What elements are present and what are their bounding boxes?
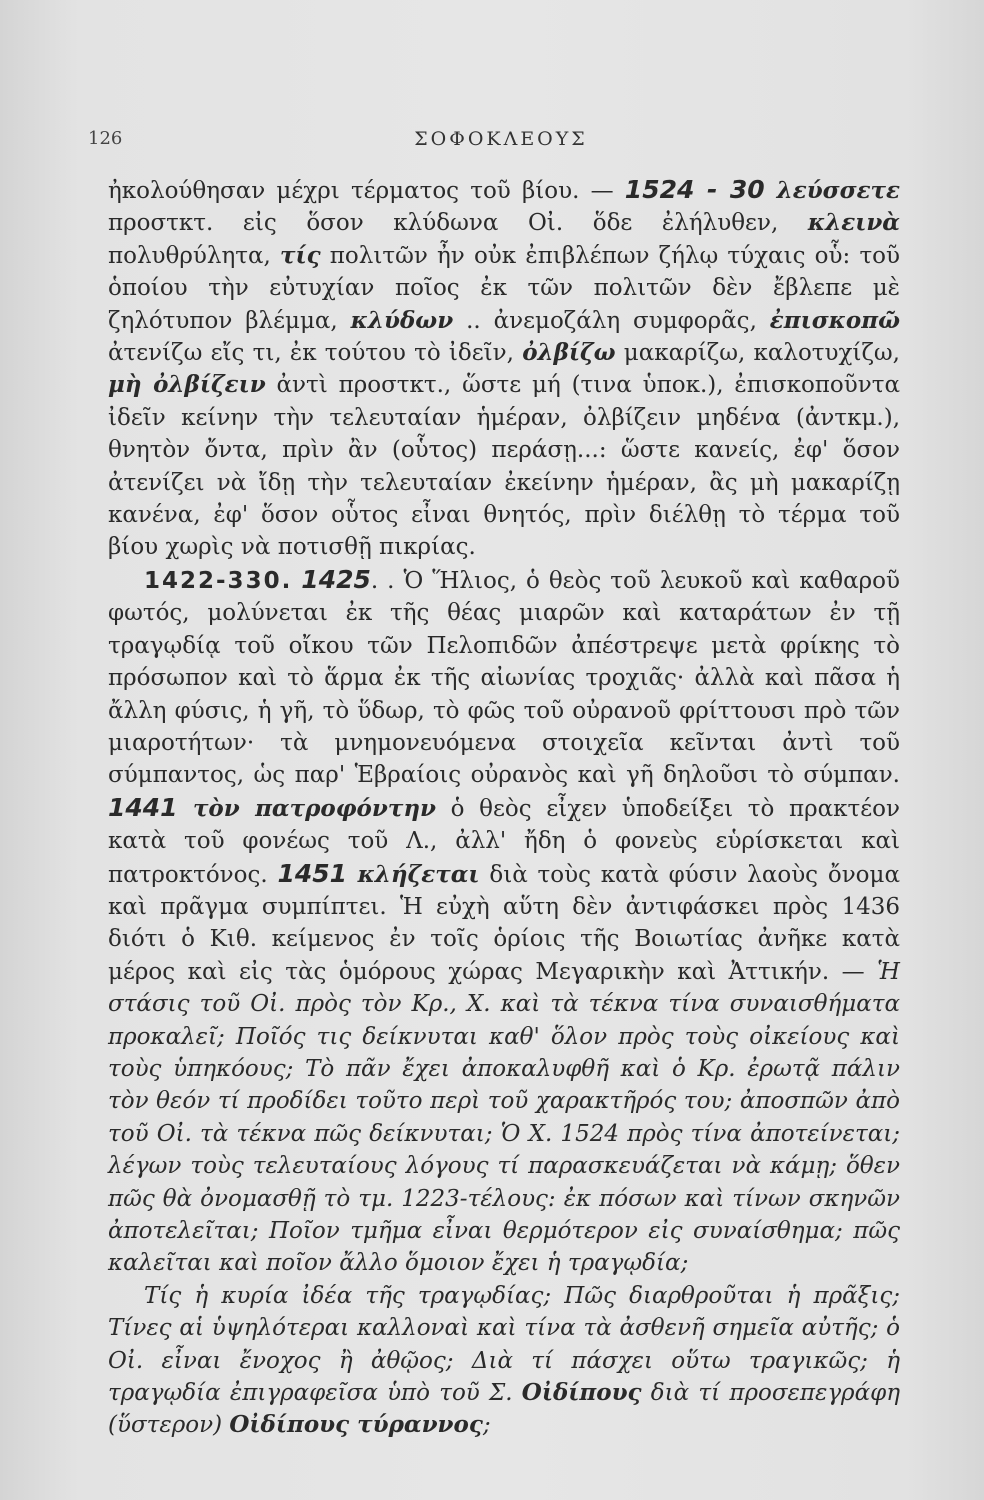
title-reference: Οἰδίπους xyxy=(521,1379,642,1407)
question-text: Τίς ἡ κυρία ἰδέα τῆς τραγῳδίας; Πῶς διαρθροῦται ἡ πρᾶξις; Τίνες αἱ ὑψηλότεραι καλλοναὶ καὶ τίνα τὰ ἀσθενῆ σημεῖα αὐτῆς; ὁ Οἰ. εἶναι ἔνοχος ἢ ἀθῷος; Διὰ τί πάσχει οὕτω τραγικῶς; ἡ τραγῳδία ἐπιγραφεῖσα ὑπὸ τοῦ Σ. xyxy=(108,1282,900,1407)
paragraph-3 xyxy=(108,1280,900,1442)
paragraph-1 xyxy=(108,174,900,564)
running-title: ΣΟΦΟΚΛΕΟΥΣ xyxy=(414,128,588,150)
text-run: μακαρίζω, καλοτυχίζω, xyxy=(615,340,900,367)
lemma: μὴ ὀλβίζειν xyxy=(108,371,266,399)
page-number: 126 xyxy=(88,128,123,149)
question-text: Ἡ στάσις τοῦ Οἰ. πρὸς τὸν Κρ., Χ. καὶ τὰ τέκνα τίνα συναισθήματα προκαλεῖ; Ποῖός τις δείκνυται καθ' ὅλον πρὸς τοὺς οἰκείους καὶ τοὺς ὑπηκόους; Τὸ πᾶν ἔχει ἀποκαλυφθῆ καὶ ὁ Κρ. ἐρωτᾷ πάλιν τὸν θεόν τί προδίδει τοῦτο περὶ τοῦ χαρακτῆρός του; ἀποσπῶν ἀπὸ τοῦ Οἰ. τὰ τέκνα πῶς δείκνυται; Ὁ Χ. 1524 πρὸς τίνα ἀποτείνεται; λέγων τοὺς τελευταίους λόγους τί παρασκευάζεται νὰ κάμῃ; ὅθεν πῶς θὰ ὀνομασθῇ τὸ τμ. 1223-τέλους: ἐκ πόσων καὶ τίνων σκηνῶν ἀποτελεῖται; Ποῖον τμῆμα εἶναι θερμότερον εἰς συναίσθημα; πῶς καλεῖται καὶ ποῖον ἄλλο ὅμοιον ἔχει ἡ τραγῳδία; xyxy=(108,958,900,1277)
verse-reference: 1524 - 30 xyxy=(624,175,765,204)
text-run: ἀτενίζω εἴς τι, ἐκ τούτου τὸ ἰδεῖν, xyxy=(108,340,523,367)
lemma: κλύδων xyxy=(350,306,454,334)
text-run: διὰ τοὺς κατὰ φύσιν λαοὺς ὄνομα καὶ πρᾶγμα συμπίπτει. Ἡ εὐχὴ αὕτη δὲν ἀντιφάσκει πρὸς 1436 διότι ὁ Κιθ. κείμενος ἐν τοῖς ὁρίοις τῆς Βοιωτίας ἀνῆκε κατὰ μέρος καὶ εἰς τὰς ὁμόρους χώρας Μεγαρικὴν καὶ Ἀττικήν. — xyxy=(108,861,901,985)
text-run: πολιτῶν ἦν οὐκ ἐπιβλέπων ζήλῳ τύχαις οὗ: τοῦ ὁποίου τὴν εὐτυχίαν ποῖος ἐκ τῶν πολιτῶν δὲν ἔβλεπε μὲ ζηλότυπον βλέμμα, xyxy=(108,242,900,334)
page-header xyxy=(88,128,914,156)
text-run: ἀντὶ προστκτ., ὥστε μή (τινα ὑποκ.), ἐπισκοποῦντα ἰδεῖν κείνην τὴν τελευταίαν ἡμέραν, ὀλβίζειν μηδένα (ἀντκμ.), θνητὸν ὄντα, πρὶν ἂν (οὗτος) περάσῃ...: ὥστε κανείς, ἐφ' ὅσον ἀτενίζει νὰ ἴδῃ τὴν τελευταίαν ἐκείνην ἡμέραν, ἂς μὴ μακαρίζῃ κανένα, ἐφ' ὅσον οὗτος εἶναι θνητός, πρὶν διέλθῃ τὸ τέρμα τοῦ βίου χωρὶς νὰ ποτισθῇ πικρίας. xyxy=(108,372,900,561)
lemma: κλεινὰ xyxy=(807,209,900,237)
verse-reference: 1422-330. xyxy=(144,567,293,594)
question-text: ; xyxy=(482,1412,491,1439)
verse-reference: 1441 xyxy=(108,792,178,822)
lemma: ἐπισκοπῶ xyxy=(769,306,900,334)
text-run: . . Ὁ Ἥλιος, ὁ θεὸς τοῦ λευκοῦ καὶ καθαροῦ φωτός, μολύνεται ἐκ τῆς θέας μιαρῶν καὶ καταράτων ἐν τῇ τραγῳδίᾳ τοῦ οἴκου τῶν Πελοπιδῶν ἀπέστρεψε μετὰ φρίκης τὸ πρόσωπον καὶ τὸ ἅρμα ἐκ τῆς αἰωνίας τροχιᾶς· ἀλλὰ καὶ πᾶσα ἡ ἄλλη φύσις, ἡ γῆ, τὸ ὕδωρ, τὸ φῶς τοῦ οὐρανοῦ φρίττουσι πρὸ τῶν μιαροτήτων· τὰ μνημονευόμενα στοιχεῖα κεῖνται ἀντὶ τοῦ σύμπαντος, ὡς παρ' Ἑβραίοις οὐρανὸς καὶ γῆ δηλοῦσι τὸ σύμπαν. xyxy=(108,567,901,789)
text-run: προστκτ. εἰς ὅσον κλύδωνα Οἰ. ὅδε ἐλήλυθεν, xyxy=(108,210,808,237)
text-run: πολυθρύλητα, xyxy=(108,242,280,269)
lemma: τίς xyxy=(280,241,321,269)
text-run: ὁ θεὸς εἶχεν ὑποδείξει τὸ πρακτέον κατὰ τοῦ φονέως τοῦ Λ., ἀλλ' ἤδη ὁ φονεὺς εὑρίσκεται καὶ πατροκτόνος. xyxy=(108,795,900,888)
lemma: κλήζεται xyxy=(347,860,480,888)
verse-reference: 1425 xyxy=(301,564,371,594)
question-text: διὰ τί προσεπεγράφη (ὕστερον) xyxy=(108,1380,900,1439)
lemma: ὀλβίζω xyxy=(522,339,616,367)
commentary-text xyxy=(108,174,900,1442)
lemma: λεύσσετε xyxy=(764,177,901,204)
lemma: τὸν πατροφόντην xyxy=(177,794,436,822)
text-run: .. ἀνεμοζάλη συμφορᾶς, xyxy=(453,307,770,334)
paragraph-2 xyxy=(108,564,900,1280)
title-reference: Οἰδίπους τύραννος xyxy=(229,1411,483,1439)
text-run: ἠκολούθησαν μέχρι τέρματος τοῦ βίου. — xyxy=(108,178,625,204)
verse-reference: 1451 xyxy=(277,858,348,888)
